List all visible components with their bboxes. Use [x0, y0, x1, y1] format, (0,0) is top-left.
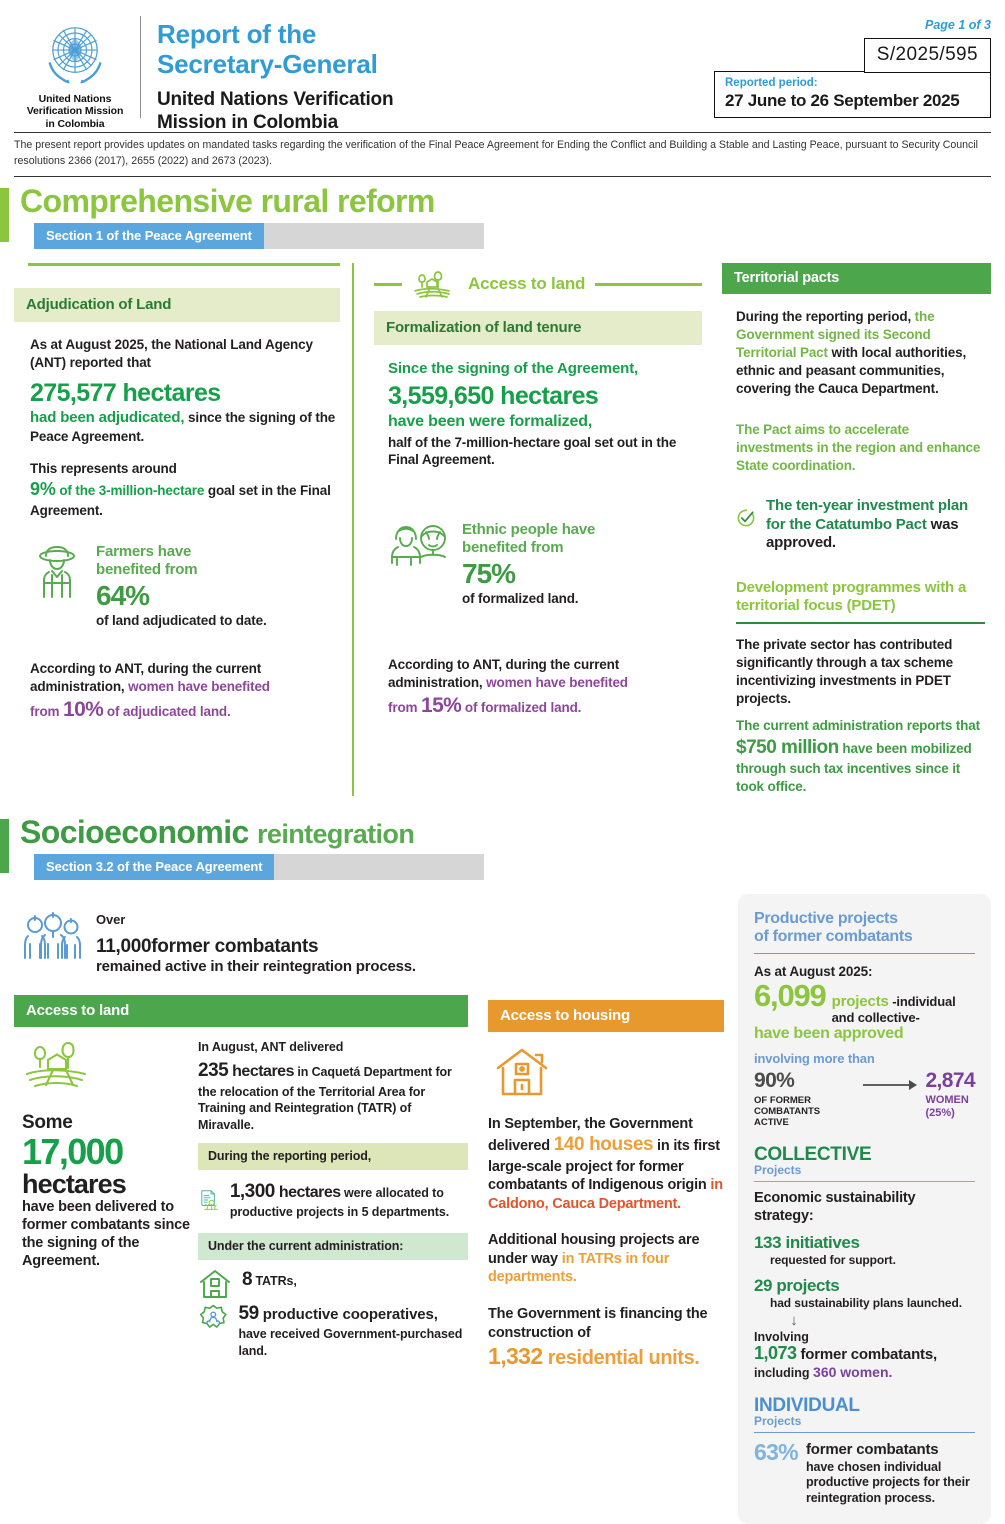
ethnic-stat-number: 75% — [462, 558, 516, 590]
august-tail: in Caquetá Department for the relocation of the Territorial Area for Training and Reintegration (TATR) of Miravalle. — [198, 1065, 452, 1132]
collective-strategy: Economic sustainability strategy: — [754, 1190, 916, 1224]
initiatives-tail: requested for support. — [770, 1253, 896, 1268]
adjudication-lead: As at August 2025, the National Land Agency (ANT) reported that — [30, 336, 313, 370]
housing-p1-highlight: in Caldono, Cauca Department. — [488, 1177, 723, 1212]
farmers-stat-number: 64% — [96, 580, 150, 612]
farmers-stat-sub: of land adjudicated to date. — [96, 612, 267, 628]
individual-title: INDIVIDUAL — [754, 1394, 860, 1416]
section2-accent-bar — [0, 819, 9, 873]
ethnic-people-icon-box — [388, 521, 450, 576]
former-combatants-text — [96, 912, 416, 977]
housing-body — [488, 1115, 724, 1372]
report-subtitle-line2: Mission in Colombia — [157, 111, 338, 133]
access-to-housing-band: Access to housing — [488, 1000, 724, 1032]
adjudication-after-big-tail: since the signing of the Peace Agreement. — [30, 409, 336, 444]
territorial-pacts-band: Territorial pacts — [722, 263, 991, 294]
tatr-num: 8 — [242, 1268, 253, 1290]
adjudication-represents-goal: of the 3-million-hectare — [55, 482, 205, 498]
document-number: S/2025/595 — [864, 38, 991, 73]
involving-combatants — [754, 1344, 975, 1364]
territorial-column — [702, 263, 991, 796]
housing-p3a: The Government is financing the construction of — [488, 1305, 708, 1341]
formalization-card-title: Formalization of land tenure — [374, 311, 702, 345]
down-arrow-icon: ↓ — [790, 1311, 798, 1329]
access-to-land-columns — [14, 1039, 468, 1359]
hect-unit: hectares — [274, 1183, 341, 1201]
collective-initiatives — [754, 1233, 975, 1267]
productive-projects-column — [724, 894, 991, 1524]
farmer-icon-box — [30, 543, 84, 604]
pdet-paragraph-2 — [736, 717, 991, 796]
fc-including: including — [754, 1365, 814, 1380]
pp-women-sub: WOMEN (25%) — [925, 1093, 969, 1119]
august-lead: In August, ANT delivered — [198, 1040, 344, 1055]
individual-highlight: former combatants — [805, 1441, 939, 1459]
projects29-num: 29 — [754, 1275, 773, 1295]
section1-heading — [0, 185, 1005, 249]
header-meta — [691, 18, 991, 118]
ethnic-people-icon — [388, 521, 450, 571]
pp-projects-number: 6,099 — [754, 978, 826, 1014]
hect-big: 1,300 — [229, 1180, 275, 1202]
document-plants-icon — [198, 1180, 220, 1220]
productive-projects-card — [738, 894, 991, 1524]
farmers-stat-lead: Farmers have benefited from — [96, 543, 198, 579]
pdet-body — [736, 636, 991, 796]
housing-p2a: Additional housing projects are under way — [488, 1232, 700, 1267]
involving-label: Involving — [754, 1329, 809, 1344]
formalization-after-big: have been were formalized, — [388, 413, 593, 431]
reported-period-value: 27 June to 26 September 2025 — [725, 90, 960, 110]
some-label: Some — [22, 1112, 73, 1134]
some-tail: have been delivered to former combatants since the signing of the Agreement. — [22, 1199, 190, 1269]
cooperatives-row — [198, 1302, 468, 1359]
un-logo — [14, 12, 136, 130]
page-header — [0, 0, 1005, 132]
some-hectares-block — [14, 1039, 194, 1359]
adjudication-top-rule — [28, 263, 340, 266]
section1-subtitle: Section 1 of the Peace Agreement — [34, 223, 264, 249]
section2-heading — [0, 813, 1005, 880]
section2-title-strong: Socioeconomic — [20, 813, 249, 850]
pp-arrow-icon — [861, 1078, 919, 1096]
fc-word: former combatants, — [796, 1345, 937, 1363]
housing-paragraph-3 — [488, 1305, 724, 1372]
adjudication-women-tail: of adjudicated land. — [103, 703, 231, 719]
ethnic-stat-sub: of formalized land. — [462, 590, 579, 606]
territorial-p1a: During the reporting period, — [736, 309, 912, 325]
pdet-paragraph-1: The private sector has contributed significantly through a tax scheme incentivizing investments in PDET projects. — [736, 636, 953, 706]
reported-period-label: Reported period: — [725, 77, 818, 89]
housing-p1b: in its first large-scale project for former combatants of Indigenous origin — [488, 1138, 720, 1194]
ant-delivery-block — [194, 1039, 468, 1359]
initiatives-word: initiatives — [781, 1233, 860, 1253]
former-combatants-count — [96, 927, 416, 959]
formalization-women-p1: According to ANT, during the current administration, — [388, 656, 620, 690]
pdet-p2a: The current administration reports that — [736, 717, 980, 733]
housing-spacer — [488, 894, 724, 1000]
pp-women-block — [925, 1069, 975, 1120]
pdet-p2-big: $750 million — [736, 736, 839, 758]
formalization-women-note — [388, 656, 702, 720]
right-arrow-icon — [861, 1079, 919, 1091]
coop-label: productive cooperatives, — [258, 1305, 438, 1323]
adjudication-after-big: had been adjudicated, — [30, 408, 185, 426]
individual-stat-row — [754, 1441, 975, 1506]
farmers-stat-text — [96, 543, 267, 629]
adjudication-represents-pct: 9% — [30, 478, 56, 499]
over-label: Over — [96, 911, 126, 927]
hect-tail: were allocated to productive projects in 5 departments. — [229, 1185, 450, 1220]
housing-units-tail: residential units. — [542, 1347, 700, 1370]
housing-column — [474, 894, 724, 1524]
individual-rule — [754, 1432, 975, 1433]
formalization-women-pct: 15% — [421, 693, 462, 717]
hectares-allocated-row — [198, 1180, 468, 1221]
housing-units-number: 1,332 — [488, 1343, 543, 1370]
adjudication-represents-tail: goal set in the Final Agreement. — [30, 482, 331, 518]
projects29-word: projects — [772, 1275, 840, 1295]
territorial-paragraph-1 — [722, 294, 991, 398]
access-to-land-label: Access to land — [468, 274, 586, 294]
tatr-row — [198, 1268, 468, 1300]
section2-title — [14, 813, 1005, 850]
territorial-p1-highlight: the Government signed its Second Territorial Pact — [736, 309, 935, 361]
access-to-land-band-2: Access to land — [14, 995, 468, 1027]
formalization-column — [352, 263, 702, 796]
section1-subtitle-band — [34, 223, 484, 249]
collective-projects29 — [754, 1276, 975, 1310]
catatumbo-check-row — [736, 497, 991, 553]
projects29-tail: had sustainability plans launched. — [770, 1295, 962, 1310]
united-nations-emblem-icon — [38, 16, 112, 90]
formalization-lead: Since the signing of the Agreement, — [388, 360, 639, 378]
farmers-stat-row — [30, 543, 340, 629]
house-icon-small — [198, 1268, 232, 1300]
tatr-cooperatives-block — [198, 1268, 468, 1359]
pp-title-rule — [754, 953, 975, 955]
farmer-icon — [30, 543, 84, 599]
former-combatants-row — [22, 912, 468, 977]
initiatives-num: 133 — [754, 1233, 782, 1253]
pp-title-line1: Productive projects — [754, 909, 898, 927]
individual-text — [806, 1441, 975, 1506]
check-circle-icon — [736, 497, 756, 539]
adjudication-women-pct: 10% — [63, 697, 104, 721]
ethnic-stat-lead: Ethnic people have benefited from — [462, 521, 596, 557]
pp-projects-row — [754, 980, 975, 1025]
pp-approved: have been approved — [754, 1024, 904, 1042]
pdet-p2b: have been mobilized through such tax incentives since it took office. — [736, 740, 972, 794]
access-to-land-band — [374, 269, 702, 299]
adjudication-represents-lead: This represents around — [30, 460, 177, 476]
collective-subtitle: Projects — [754, 1162, 802, 1177]
housing-p1a: In September, the Government delivered — [488, 1115, 693, 1155]
pdet-title: Development programmes with a territorial focus (PDET) — [736, 578, 967, 615]
catatumbo-tail: was approved. — [766, 515, 959, 552]
section1-accent-bar — [0, 188, 9, 242]
report-title-line2: Secretary-General — [157, 48, 378, 79]
header-rule-bottom — [14, 176, 991, 177]
report-title-line1: Report of the — [157, 19, 317, 49]
formalization-big-number: 3,559,650 hectares — [388, 382, 599, 411]
farmland-icon-2 — [22, 1039, 98, 1091]
section1-subtitle-tail — [264, 223, 484, 249]
adjudication-big-number: 275,577 hectares — [30, 378, 221, 407]
pp-title-line2: of former combatants — [754, 928, 913, 946]
some-number: 17,000 — [22, 1131, 123, 1173]
reporting-period-tag: During the reporting period, — [198, 1143, 468, 1170]
formalization-women-from: from — [388, 699, 422, 715]
former-combatants-number-tail: former combatants — [151, 935, 319, 957]
catatumbo-check-text — [766, 497, 991, 553]
collective-title: COLLECTIVE — [754, 1143, 872, 1165]
report-subtitle-line1: United Nations Verification — [157, 89, 394, 111]
august-unit: hectares — [228, 1063, 294, 1081]
adjudication-card-title: Adjudication of Land — [14, 288, 340, 322]
coop-tail: have received Government-purchased land. — [238, 1327, 463, 1358]
pp-projects-kind: -individual and collective- — [831, 994, 956, 1026]
reported-period-box — [714, 71, 991, 118]
adjudication-women-p1: According to ANT, during the current administration, — [30, 660, 262, 694]
former-combatants-number: 11,000 — [96, 935, 152, 957]
adjudication-women-note — [30, 660, 340, 724]
page-indicator: Page 1 of 3 — [925, 18, 991, 32]
pp-90-sub: OF FORMER COMBATANTS ACTIVE — [754, 1094, 821, 1129]
august-big: 235 — [198, 1060, 229, 1082]
formalization-women-hl: women have benefited — [486, 674, 628, 690]
current-administration-tag: Under the current administration: — [198, 1233, 468, 1260]
fc-num: 1,073 — [754, 1342, 797, 1363]
ethnic-stat-text — [462, 521, 652, 607]
reintegration-left-column — [14, 894, 474, 1524]
section1-title: Comprehensive rural reform — [20, 183, 435, 220]
section2-title-light: reintegration — [257, 818, 415, 849]
access-line-right — [595, 283, 702, 286]
productive-projects-title — [754, 910, 975, 947]
adjudication-column — [14, 263, 352, 796]
former-combatants-tail: remained active in their reintegration process. — [96, 958, 416, 976]
tatr-label: TATRs, — [252, 1273, 297, 1288]
section2-body — [0, 894, 1005, 1524]
section2-subtitle-band — [34, 854, 484, 880]
people-group-icon — [22, 912, 84, 966]
intro-paragraph: The present report provides updates on mandated tasks regarding the verification of the Final Peace Agreement for Ending the Conflict and Building a Stable and Lasting Peace, pursuant to Security Council resolutions 2366 (2017), 2655 (2022) and 2673 (2023). — [14, 139, 979, 167]
tatr-text — [242, 1268, 297, 1293]
august-delivery-text — [198, 1039, 468, 1133]
farmland-icon — [412, 269, 458, 299]
pp-women-number: 2,874 — [925, 1068, 975, 1092]
formalization-after-big-tail: half of the 7-million-hectare goal set out in the Final Agreement. — [388, 434, 677, 468]
collective-rule — [754, 1181, 975, 1182]
section1-body — [0, 263, 1005, 796]
section2-subtitle: Section 3.2 of the Peace Agreement — [34, 854, 274, 880]
header-divider — [140, 16, 141, 118]
house-icon — [494, 1046, 550, 1098]
individual-tail: have chosen individual productive projects for their reintegration process. — [805, 1459, 970, 1505]
pdet-rule — [736, 622, 985, 624]
cooperative-gear-icon — [198, 1302, 229, 1336]
access-line-left — [374, 283, 402, 286]
catatumbo-highlight: The ten-year investment plan for the Catatumbo Pact — [766, 496, 968, 533]
housing-paragraph-2 — [488, 1231, 724, 1287]
pp-projects-word: projects — [831, 993, 889, 1011]
adjudication-women-hl: women have benefited — [128, 678, 270, 694]
individual-subtitle: Projects — [754, 1413, 802, 1428]
pp-as-at: As at August 2025: — [754, 964, 873, 980]
housing-p2-highlight: in TATRs in four departments. — [488, 1250, 670, 1286]
hectares-allocated-text — [230, 1180, 468, 1221]
territorial-paragraph-2: The Pact aims to accelerate investments in the region and enhance State coordination. — [736, 422, 981, 473]
pp-involving: involving more than — [754, 1050, 875, 1066]
ethnic-stat-row — [388, 521, 702, 607]
some-unit: hectares — [22, 1169, 126, 1200]
pp-90-women-row — [754, 1069, 975, 1129]
formalization-women-tail: of formalized land. — [461, 699, 582, 715]
territorial-p1b: with local authorities, ethnic and peasant communities, covering the Cauca Department. — [736, 345, 967, 397]
housing-p1-big: 140 houses — [553, 1134, 654, 1156]
adjudication-women-from: from — [30, 703, 64, 719]
pp-90-block — [754, 1069, 855, 1129]
cooperatives-text — [239, 1302, 469, 1359]
coop-num: 59 — [238, 1302, 259, 1324]
un-logo-caption: United Nations Verification Mission in Colombia — [26, 93, 124, 130]
including-women — [754, 1364, 975, 1380]
pp-projects-desc — [832, 994, 975, 1025]
housing-paragraph-1 — [488, 1115, 724, 1214]
individual-pct: 63% — [754, 1439, 798, 1466]
pp-90-pct: 90% — [754, 1068, 795, 1092]
fc-women: 360 women. — [813, 1363, 893, 1380]
section2-subtitle-tail — [274, 854, 484, 880]
